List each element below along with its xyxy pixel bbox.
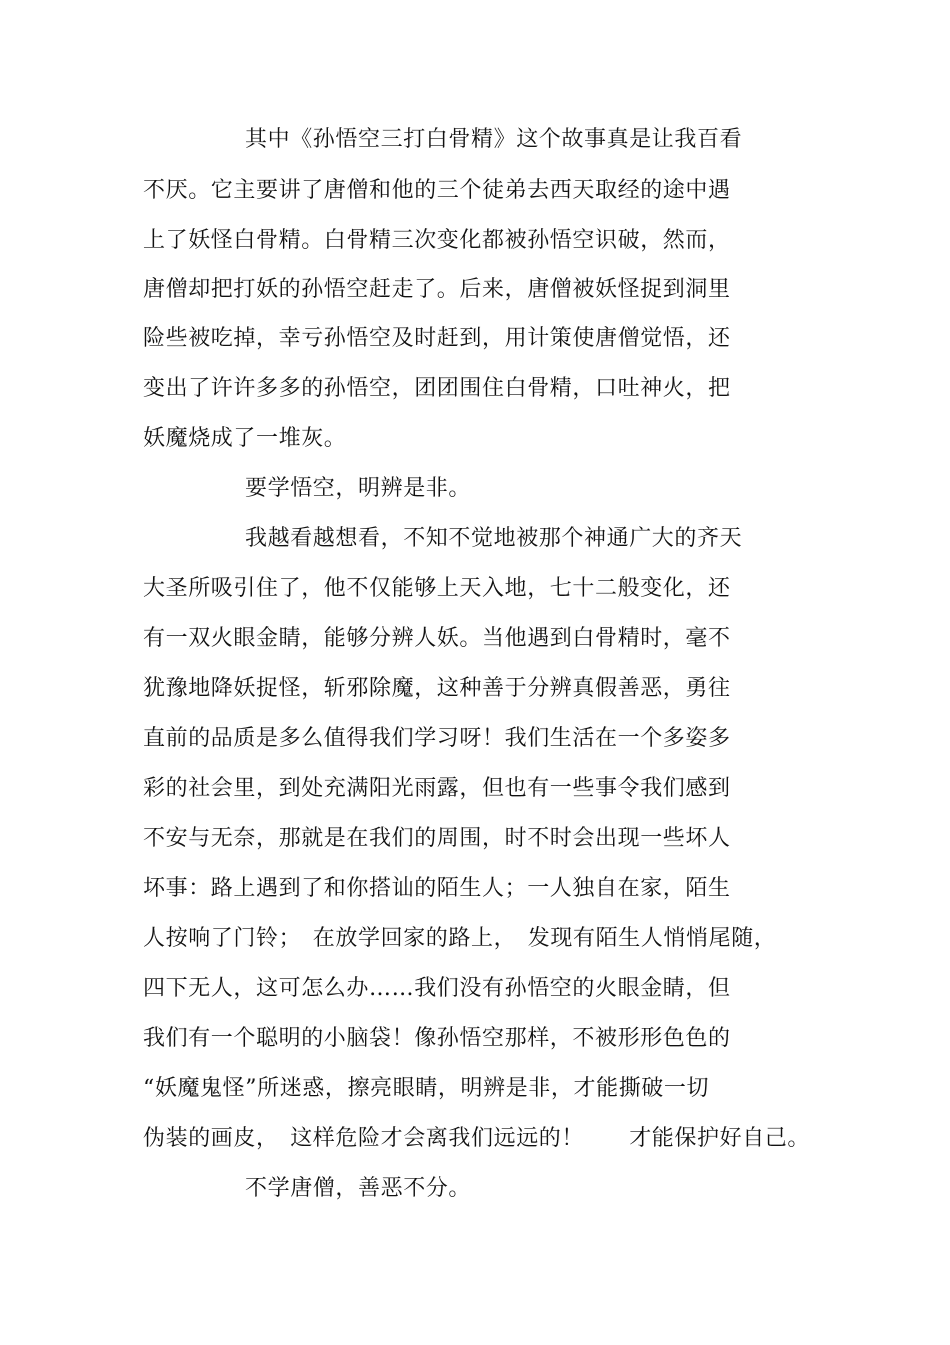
paragraph-line: 我越看越想看，不知不觉地被那个神通广大的齐天 xyxy=(245,526,743,551)
paragraph-line: 犹豫地降妖捉怪，斩邪除魔，这种善于分辨真假善恶，勇往 xyxy=(143,676,731,701)
paragraph-line: 不安与无奈，那就是在我们的周围，时不时会出现一些坏人 xyxy=(143,826,731,851)
paragraph-line: 上了妖怪白骨精。白骨精三次变化都被孙悟空识破，然而， xyxy=(143,228,731,253)
paragraph-line: 唐僧却把打妖的孙悟空赶走了。后来，唐僧被妖怪捉到洞里 xyxy=(143,277,731,302)
paragraph-line: 险些被吃掉，幸亏孙悟空及时赶到，用计策使唐僧觉悟，还 xyxy=(143,326,731,351)
paragraph-line: “妖魔鬼怪”所迷惑，擦亮眼睛，明辨是非，才能撕破一切 xyxy=(143,1076,710,1101)
section-heading: 不学唐僧，善恶不分。 xyxy=(245,1176,472,1201)
paragraph-line: 我们有一个聪明的小脑袋！像孙悟空那样，不被形形色色的 xyxy=(143,1026,731,1051)
paragraph-line: 四下无人，这可怎么办……我们没有孙悟空的火眼金睛，但 xyxy=(143,976,731,1001)
section-heading: 要学悟空，明辨是非。 xyxy=(245,476,472,501)
paragraph-line: 有一双火眼金睛，能够分辨人妖。当他遇到白骨精时，毫不 xyxy=(143,626,731,651)
paragraph-line: 伪装的画皮， 这样危险才会离我们远远的！ 才能保护好自己。 xyxy=(143,1126,811,1151)
paragraph-line: 不厌。它主要讲了唐僧和他的三个徒弟去西天取经的途中遇 xyxy=(143,178,731,203)
paragraph-line: 人按响了门铃； 在放学回家的路上， 发现有陌生人悄悄尾随， xyxy=(143,926,777,951)
paragraph-line: 变出了许许多多的孙悟空，团团围住白骨精，口吐神火，把 xyxy=(143,376,731,401)
paragraph-line: 坏事：路上遇到了和你搭讪的陌生人；一人独自在家，陌生 xyxy=(143,876,731,901)
paragraph-line: 其中《孙悟空三打白骨精》这个故事真是让我百看 xyxy=(245,127,743,152)
paragraph-line: 妖魔烧成了一堆灰。 xyxy=(143,426,347,451)
paragraph-line: 大圣所吸引住了，他不仅能够上天入地，七十二般变化，还 xyxy=(143,576,731,601)
paragraph-line: 直前的品质是多么值得我们学习呀！我们生活在一个多姿多 xyxy=(143,726,731,751)
paragraph-line: 彩的社会里，到处充满阳光雨露，但也有一些事令我们感到 xyxy=(143,776,731,801)
